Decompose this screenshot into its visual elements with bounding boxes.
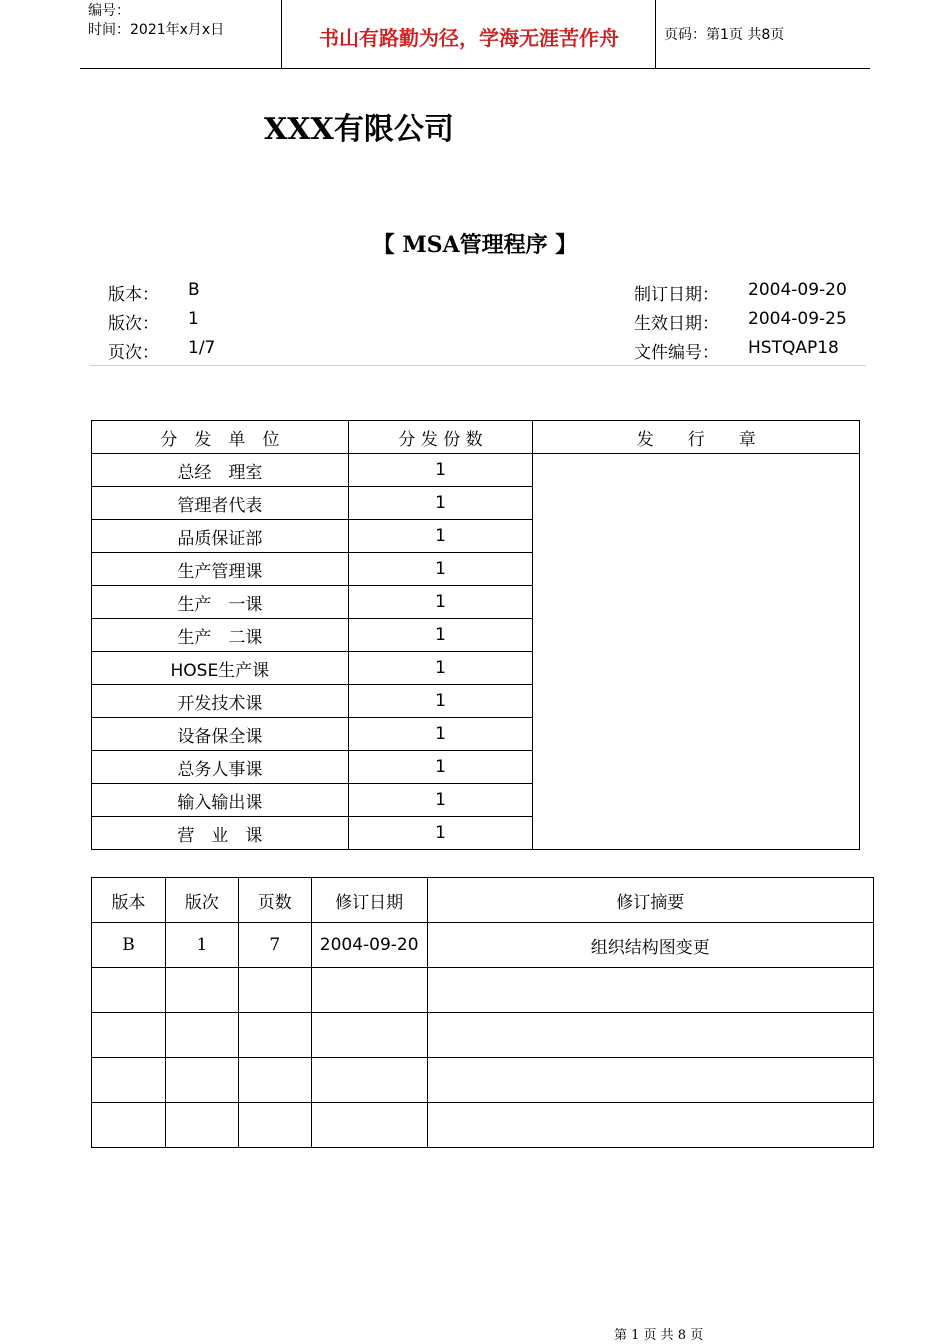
column-header: 版本: [92, 878, 166, 923]
copies-cell: 1: [348, 685, 533, 718]
table-row: [92, 454, 860, 487]
pages-cell: [238, 1103, 311, 1148]
date-cell: 2004-09-20: [311, 923, 427, 968]
table-row: [92, 1013, 874, 1058]
unit-cell: 总务人事课: [92, 751, 349, 784]
page-header: [80, 0, 870, 69]
unit-cell: 品质保证部: [92, 520, 349, 553]
summary-cell: [427, 968, 873, 1013]
copies-cell: 1: [348, 817, 533, 850]
copies-cell: 1: [348, 652, 533, 685]
unit-cell: 管理者代表: [92, 487, 349, 520]
table-row: [92, 1103, 874, 1148]
copies-cell: 1: [348, 751, 533, 784]
pages-cell: 7: [238, 923, 311, 968]
header-left: [88, 2, 224, 40]
version-cell: [92, 1103, 166, 1148]
motto: 书山有路勤为径，学海无涯苦作舟: [319, 26, 619, 50]
distribution-table: [91, 420, 860, 850]
unit-cell: 生产 二课: [92, 619, 349, 652]
edition-cell: [165, 1058, 238, 1103]
edition-value: 1: [188, 309, 199, 329]
edition-cell: [165, 1103, 238, 1148]
version-value: B: [188, 280, 200, 300]
date-cell: [311, 1058, 427, 1103]
effective-date-value: 2004-09-25: [748, 309, 847, 329]
version-cell: [92, 968, 166, 1013]
unit-cell: 生产 一课: [92, 586, 349, 619]
copies-cell: 1: [348, 454, 533, 487]
doc-title: 【 MSA管理程序 】: [372, 232, 578, 258]
copies-cell: 1: [348, 553, 533, 586]
pages-value: 1/7: [188, 338, 216, 358]
summary-cell: [427, 1013, 873, 1058]
copies-cell: 1: [348, 718, 533, 751]
pages-label: 页次：: [108, 343, 159, 363]
company-name: XXX有限公司: [264, 112, 454, 147]
summary-cell: [427, 1058, 873, 1103]
date-cell: [311, 1013, 427, 1058]
edition-cell: 1: [165, 923, 238, 968]
table-header-row: [92, 878, 874, 923]
edition-label: 版次：: [108, 314, 159, 334]
file-no-value: HSTQAP18: [748, 338, 839, 358]
table-row: [92, 923, 874, 968]
copies-cell: 1: [348, 784, 533, 817]
unit-cell: HOSE生产课: [92, 652, 349, 685]
date-cell: [311, 968, 427, 1013]
summary-cell: [427, 1103, 873, 1148]
column-header: 发 行 章: [533, 421, 860, 454]
column-header: 版次: [165, 878, 238, 923]
revision-table: [91, 877, 874, 1148]
column-header: 修订日期: [311, 878, 427, 923]
version-cell: [92, 1058, 166, 1103]
unit-cell: 开发技术课: [92, 685, 349, 718]
seal-cell: [533, 454, 860, 850]
number-label: 编号：: [88, 3, 130, 19]
table-header-row: [92, 421, 860, 454]
version-cell: [92, 1013, 166, 1058]
made-date-label: 制订日期：: [634, 285, 719, 305]
pages-cell: [238, 1013, 311, 1058]
copies-cell: 1: [348, 520, 533, 553]
column-header: 页数: [238, 878, 311, 923]
page-info: 页码：第1页 共8页: [664, 27, 785, 43]
copies-cell: 1: [348, 487, 533, 520]
footer-page-number: 第 1 页 共 8 页: [614, 1328, 704, 1343]
column-header: 分 发 份 数: [348, 421, 533, 454]
header-divider: [655, 0, 656, 68]
edition-cell: [165, 1013, 238, 1058]
unit-cell: 输入输出课: [92, 784, 349, 817]
pages-cell: [238, 968, 311, 1013]
copies-cell: 1: [348, 619, 533, 652]
table-row: [92, 968, 874, 1013]
effective-date-label: 生效日期：: [634, 314, 719, 334]
unit-cell: 设备保全课: [92, 718, 349, 751]
column-header: 分 发 单 位: [92, 421, 349, 454]
meta-divider: [90, 365, 866, 366]
made-date-value: 2004-09-20: [748, 280, 847, 300]
unit-cell: 生产管理课: [92, 553, 349, 586]
time-label: 时间：2021年x月x日: [88, 22, 225, 38]
unit-cell: 总经 理室: [92, 454, 349, 487]
column-header: 修订摘要: [427, 878, 873, 923]
edition-cell: [165, 968, 238, 1013]
version-cell: B: [92, 923, 166, 968]
file-no-label: 文件编号：: [634, 343, 719, 363]
summary-cell: 组织结构图变更: [427, 923, 873, 968]
unit-cell: 营 业 课: [92, 817, 349, 850]
pages-cell: [238, 1058, 311, 1103]
copies-cell: 1: [348, 586, 533, 619]
table-row: [92, 1058, 874, 1103]
date-cell: [311, 1103, 427, 1148]
version-label: 版本：: [108, 285, 159, 305]
